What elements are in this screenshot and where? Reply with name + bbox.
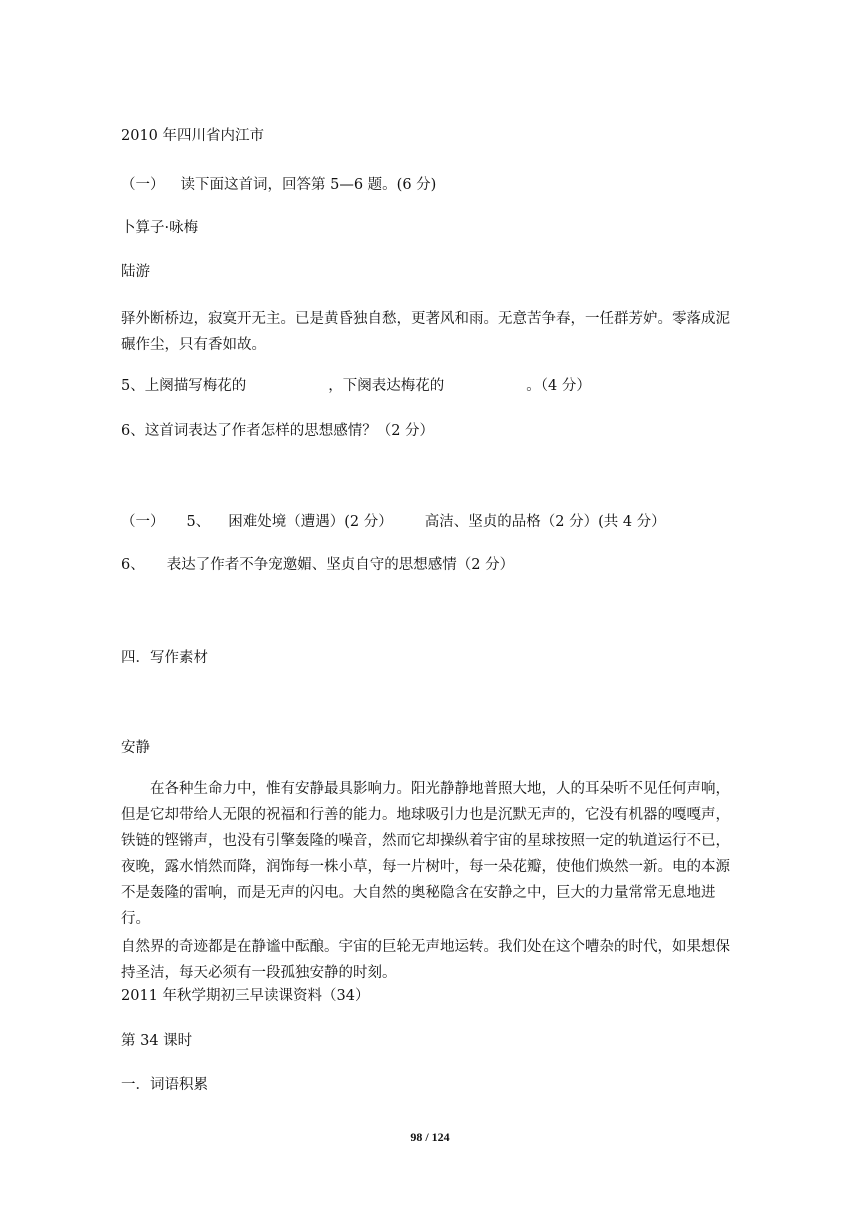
essay-title: 安静 [121,740,150,756]
question-5 [121,378,591,394]
a5-part1: 困难处境（遭遇）(2 分） [228,514,393,530]
page-number: 98 / 124 [410,1130,450,1144]
instruction-text: 读下面这首词，回答第 5—6 题。(6 分) [180,177,437,193]
essay-paragraph-1: 在各种生命力中，惟有安静最具影响力。阳光静静地普照大地，人的耳朵听不见任何声响，但是它却带给人无限的祝福和行善的能力。地球吸引力也是沉默无声的，它没有机器的嘎嘎声，铁链的铿锵声，也没有引擎轰隆的噪音，然而它却操纵着宇宙的星球按照一定的轨道运行不已，夜晚，露水悄然而降，润饰每一株小草，每一片树叶，每一朵花瓣，使他们焕然一新。电的本源不是轰隆的雷响，而是无声的闪电。大自然的奥秘隐含在安静之中，巨大的力量常常无息地进行。 [121,781,730,927]
a5-prefix: （一） [121,514,165,530]
poem-text: 驿外断桥边，寂寞开无主。已是黄昏独自愁，更著风和雨。无意苦争春，一任群芳妒。零落成泥碾作尘，只有香如故。 [121,311,730,353]
poem-title: 卜算子·咏梅 [121,220,199,236]
a6-number: 6、 [121,557,145,573]
section-instruction [121,177,436,193]
poem-author: 陆游 [121,264,150,280]
question-6: 6、这首词表达了作者怎样的思想感情？（2 分） [121,423,435,439]
source-line: 2010 年四川省内江市 [121,128,265,144]
q5-part-b: ，下阕表达梅花的 [328,378,445,394]
answer-5 [121,514,666,530]
a6-text: 表达了作者不争宠邀媚、坚贞自守的思想感情（2 分） [166,557,515,573]
q5-part-c: 。（4 分） [526,378,591,394]
answer-6 [121,557,514,573]
q5-part-a: 5、上阕描写梅花的 [121,378,247,394]
a5-part2: 高洁、坚贞的品格（2 分）(共 4 分） [424,514,666,530]
section-prefix: （一） [121,177,165,193]
vocabulary-heading: 一．词语积累 [121,1077,208,1093]
writing-heading: 四．写作素材 [121,650,208,666]
essay-paragraph-2: 自然界的奇迹都是在静谧中酝酿。宇宙的巨轮无声地运转。我们处在这个嘈杂的时代，如果想保持圣洁，每天必须有一段孤独安静的时刻。 [121,939,730,981]
material-title: 2011 年秋学期初三早读课资料（34） [121,988,370,1004]
lesson-number: 第 34 课时 [121,1033,193,1049]
a5-number: 5、 [186,514,211,530]
